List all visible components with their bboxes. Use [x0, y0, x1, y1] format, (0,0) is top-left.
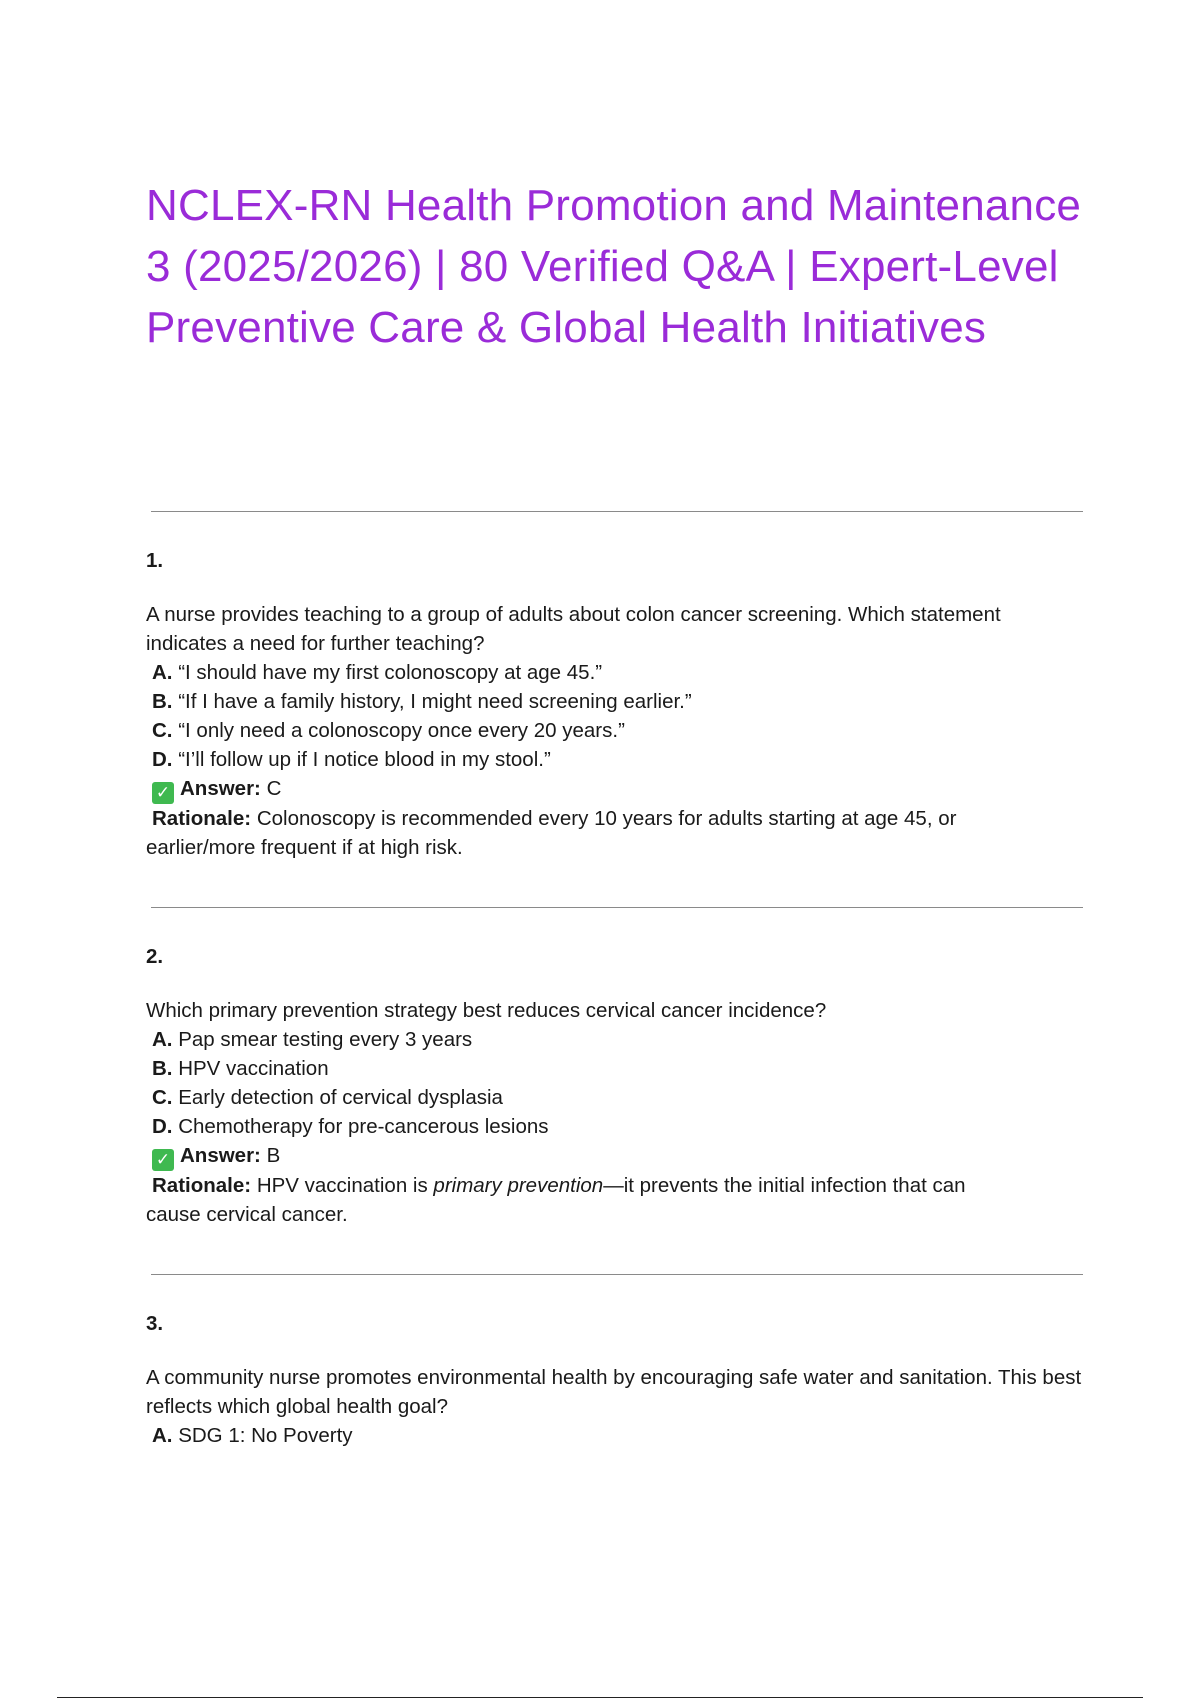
option-letter: C.: [152, 1086, 173, 1109]
option-letter: B.: [152, 690, 173, 713]
document-header: [146, 175, 1086, 358]
option-letter: D.: [152, 1115, 173, 1138]
question-3: [146, 1309, 1086, 1450]
rationale-emphasis: primary prevention: [433, 1174, 604, 1197]
rationale-text: HPV vaccination is: [256, 1174, 434, 1197]
question-number: 1.: [146, 549, 164, 572]
option-a: [146, 1025, 1086, 1054]
question-stem: Which primary prevention strategy best reduces cervical cancer incidence?: [146, 999, 827, 1022]
question-stem: A nurse provides teaching to a group of adults about colon cancer screening. Which statement indicates a need for further teaching?: [146, 603, 1001, 655]
rationale-text-cont: earlier/more frequent if at high risk.: [146, 836, 463, 859]
option-text: “If I have a family history, I might need screening earlier.”: [178, 690, 692, 713]
option-text: Pap smear testing every 3 years: [178, 1028, 473, 1051]
rationale-text-cont: cause cervical cancer.: [146, 1203, 348, 1226]
option-text: HPV vaccination: [178, 1057, 329, 1080]
option-a: [146, 658, 1086, 687]
option-letter: A.: [152, 1028, 173, 1051]
option-text: “I only need a colonoscopy once every 20 years.”: [178, 719, 625, 742]
answer-value: C: [266, 777, 282, 800]
option-letter: B.: [152, 1057, 173, 1080]
option-b: [146, 687, 1086, 716]
option-d: [146, 1112, 1086, 1141]
option-text: Early detection of cervical dysplasia: [178, 1086, 503, 1109]
section-divider: [151, 511, 1083, 512]
option-text: SDG 1: No Poverty: [178, 1424, 353, 1447]
option-letter: C.: [152, 719, 173, 742]
option-a: [146, 1421, 1086, 1450]
rationale-text-post: —it prevents the initial infection that can: [603, 1174, 966, 1197]
rationale-label: Rationale:: [152, 1174, 252, 1197]
check-mark-icon: ✓: [152, 782, 174, 804]
rationale: [146, 1171, 1086, 1229]
option-text: “I should have my first colonoscopy at age 45.”: [178, 661, 603, 684]
question-number: 3.: [146, 1312, 164, 1335]
rationale-label: Rationale:: [152, 807, 252, 830]
document-title: NCLEX-RN Health Promotion and Maintenance 3 (2025/2026) | 80 Verified Q&A | Expert-Level Preventive Care & Global Health Initiatives: [146, 181, 1082, 352]
option-c: [146, 1083, 1086, 1112]
page-bottom-rule: [57, 1697, 1143, 1698]
answer-label: Answer:: [180, 1144, 261, 1167]
option-letter: D.: [152, 748, 173, 771]
question-2: [146, 942, 1086, 1229]
option-c: [146, 716, 1086, 745]
option-text: “I’ll follow up if I notice blood in my stool.”: [178, 748, 551, 771]
answer-line: [146, 1141, 1086, 1171]
option-letter: A.: [152, 661, 173, 684]
check-mark-icon: ✓: [152, 1149, 174, 1171]
question-1: [146, 546, 1086, 862]
answer-value: B: [266, 1144, 281, 1167]
question-stem: A community nurse promotes environmental health by encouraging safe water and sanitation. This best reflects which global health goal?: [146, 1366, 1082, 1418]
section-divider: [151, 907, 1083, 908]
rationale: [146, 804, 1086, 862]
section-divider: [151, 1274, 1083, 1275]
option-d: [146, 745, 1086, 774]
answer-line: [146, 774, 1086, 804]
rationale-text: Colonoscopy is recommended every 10 years for adults starting at age 45, or: [256, 807, 957, 830]
option-b: [146, 1054, 1086, 1083]
question-number: 2.: [146, 945, 164, 968]
option-letter: A.: [152, 1424, 173, 1447]
option-text: Chemotherapy for pre-cancerous lesions: [178, 1115, 549, 1138]
answer-label: Answer:: [180, 777, 261, 800]
